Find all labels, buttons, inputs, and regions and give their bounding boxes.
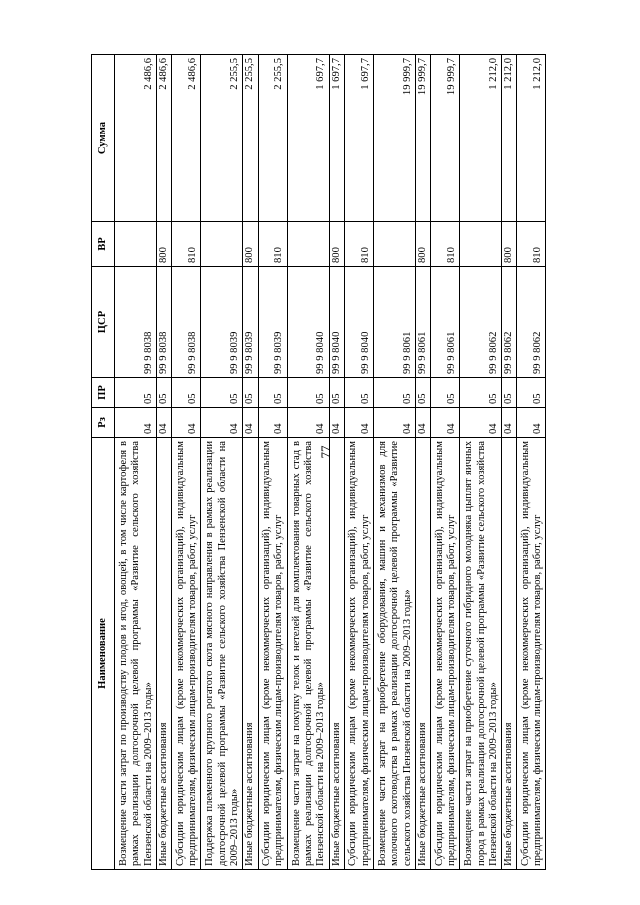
row-sum: 1 212,0: [460, 55, 502, 222]
row-name: Возмещение части затрат на покупку телок и нетелей для комплектования товарных стад в рамках реализации долгосрочной целевой программы «Развитие сельского хозяйства Пензенской области на 2009–2013 годы»: [287, 438, 329, 870]
row-pr: 05: [517, 378, 546, 408]
table-row: [415, 55, 430, 870]
table-row: [201, 55, 243, 870]
row-pr: 05: [243, 378, 258, 408]
table-row: [373, 55, 415, 870]
row-name: Иные бюджетные ассигнования: [329, 438, 344, 870]
table-row: [502, 55, 517, 870]
header-rz: Рз: [92, 408, 115, 438]
row-sum: 1 697,7: [287, 55, 329, 222]
row-sum: 2 486,6: [115, 55, 157, 222]
row-name: Возмещение части затрат по производству плодов и ягод, овощей, в том числе картофеля в рамках реализации долгосрочной целевой программы «Развитие сельского хозяйства Пензенской области на 2009–2013 годы»: [115, 438, 157, 870]
header-name: Наименование: [92, 438, 115, 870]
row-name: Иные бюджетные ассигнования: [243, 438, 258, 870]
table-row: [517, 55, 546, 870]
row-sum: 1 697,7: [329, 55, 344, 222]
row-rz: 04: [344, 408, 373, 438]
row-name: Возмещение части затрат на приобретение оборудования, машин и механизмов для молочного скотоводства в рамках реализации долгосрочной целевой программы «Развитие сельского хозяйства Пензенской области на 2009–2013 годы»: [373, 438, 415, 870]
table-row: [243, 55, 258, 870]
row-csr: 99 9 8040: [329, 267, 344, 378]
page-number: 77: [318, 445, 333, 459]
row-pr: 05: [344, 378, 373, 408]
row-sum: 1 212,0: [517, 55, 546, 222]
row-pr: 05: [373, 378, 415, 408]
row-rz: 04: [157, 408, 172, 438]
row-name: Иные бюджетные ассигнования: [157, 438, 172, 870]
row-vr: [373, 222, 415, 267]
row-name: Субсидии юридическим лицам (кроме некоммерческих организаций), индивидуальным предпринимателям, физическим лицам-производителям товаров, работ, услуг: [172, 438, 201, 870]
row-vr: 810: [344, 222, 373, 267]
row-sum: 1 212,0: [502, 55, 517, 222]
table-row: [172, 55, 201, 870]
header-vr: ВР: [92, 222, 115, 267]
row-pr: 05: [460, 378, 502, 408]
row-pr: 05: [415, 378, 430, 408]
row-name: Субсидии юридическим лицам (кроме некоммерческих организаций), индивидуальным предпринимателям, физическим лицам-производителям товаров, работ, услуг: [258, 438, 287, 870]
row-csr: 99 9 8061: [373, 267, 415, 378]
row-rz: 04: [517, 408, 546, 438]
row-vr: 800: [157, 222, 172, 267]
row-vr: 810: [258, 222, 287, 267]
row-rz: 04: [115, 408, 157, 438]
table-row: [157, 55, 172, 870]
row-rz: 04: [460, 408, 502, 438]
row-vr: 810: [431, 222, 460, 267]
row-csr: 99 9 8038: [172, 267, 201, 378]
table-row: [258, 55, 287, 870]
row-vr: 800: [243, 222, 258, 267]
row-rz: 04: [243, 408, 258, 438]
row-name: Возмещение части затрат на приобретение суточного гибридного молодняка цыплят яичных пород в рамках реализации долгосрочной целевой программы «Развитие сельского хозяйства Пензенской области на 2009–2013 годы»: [460, 438, 502, 870]
row-vr: [287, 222, 329, 267]
row-rz: 04: [329, 408, 344, 438]
row-pr: 05: [172, 378, 201, 408]
row-csr: 99 9 8062: [460, 267, 502, 378]
row-rz: 04: [287, 408, 329, 438]
row-csr: 99 9 8061: [415, 267, 430, 378]
row-name: Поддержка племенного крупного рогатого скота мясного направления в рамках реализации долгосрочной целевой программы «Развитие сельского хозяйства Пензенской области на 2009–2013 годы»: [201, 438, 243, 870]
row-pr: 05: [502, 378, 517, 408]
table-row: [287, 55, 329, 870]
row-sum: 19 999,7: [373, 55, 415, 222]
row-rz: 04: [502, 408, 517, 438]
row-rz: 04: [201, 408, 243, 438]
row-rz: 04: [258, 408, 287, 438]
row-sum: 2 486,6: [157, 55, 172, 222]
row-rz: 04: [415, 408, 430, 438]
row-sum: 2 255,5: [201, 55, 243, 222]
row-pr: 05: [201, 378, 243, 408]
row-sum: 2 486,6: [172, 55, 201, 222]
table-header-row: [92, 55, 115, 870]
row-vr: [460, 222, 502, 267]
row-vr: [201, 222, 243, 267]
header-sum: Сумма: [92, 55, 115, 222]
table-row: [460, 55, 502, 870]
row-name: Субсидии юридическим лицам (кроме некоммерческих организаций), индивидуальным предпринимателям, физическим лицам-производителям товаров, работ, услуг: [431, 438, 460, 870]
row-pr: 05: [157, 378, 172, 408]
row-pr: 05: [287, 378, 329, 408]
row-sum: 2 255,5: [258, 55, 287, 222]
row-sum: 1 697,7: [344, 55, 373, 222]
row-pr: 05: [258, 378, 287, 408]
row-csr: 99 9 8040: [287, 267, 329, 378]
header-pr: ПР: [92, 378, 115, 408]
row-sum: 19 999,7: [415, 55, 430, 222]
row-rz: 04: [172, 408, 201, 438]
row-csr: 99 9 8039: [258, 267, 287, 378]
row-csr: 99 9 8040: [344, 267, 373, 378]
row-sum: 19 999,7: [431, 55, 460, 222]
table-row: [329, 55, 344, 870]
row-vr: 800: [329, 222, 344, 267]
table-body: [115, 55, 546, 870]
row-vr: 810: [172, 222, 201, 267]
row-name: Иные бюджетные ассигнования: [415, 438, 430, 870]
row-name: Иные бюджетные ассигнования: [502, 438, 517, 870]
row-vr: 800: [415, 222, 430, 267]
row-sum: 2 255,5: [243, 55, 258, 222]
table-row: [115, 55, 157, 870]
row-csr: 99 9 8038: [115, 267, 157, 378]
row-csr: 99 9 8061: [431, 267, 460, 378]
row-csr: 99 9 8039: [201, 267, 243, 378]
row-rz: 04: [373, 408, 415, 438]
rotated-table-container: [91, 55, 557, 870]
row-vr: 800: [502, 222, 517, 267]
table-row: [344, 55, 373, 870]
header-csr: ЦСР: [92, 267, 115, 378]
budget-table: [91, 54, 546, 870]
row-vr: 810: [517, 222, 546, 267]
row-csr: 99 9 8062: [517, 267, 546, 378]
row-vr: [115, 222, 157, 267]
row-pr: 05: [115, 378, 157, 408]
row-csr: 99 9 8038: [157, 267, 172, 378]
row-pr: 05: [329, 378, 344, 408]
row-csr: 99 9 8062: [502, 267, 517, 378]
row-csr: 99 9 8039: [243, 267, 258, 378]
table-row: [431, 55, 460, 870]
row-name: Субсидии юридическим лицам (кроме некоммерческих организаций), индивидуальным предпринимателям, физическим лицам-производителям товаров, работ, услуг: [344, 438, 373, 870]
row-rz: 04: [431, 408, 460, 438]
row-pr: 05: [431, 378, 460, 408]
row-name: Субсидии юридическим лицам (кроме некоммерческих организаций), индивидуальным предпринимателям, физическим лицам-производителям товаров, работ, услуг: [517, 438, 546, 870]
